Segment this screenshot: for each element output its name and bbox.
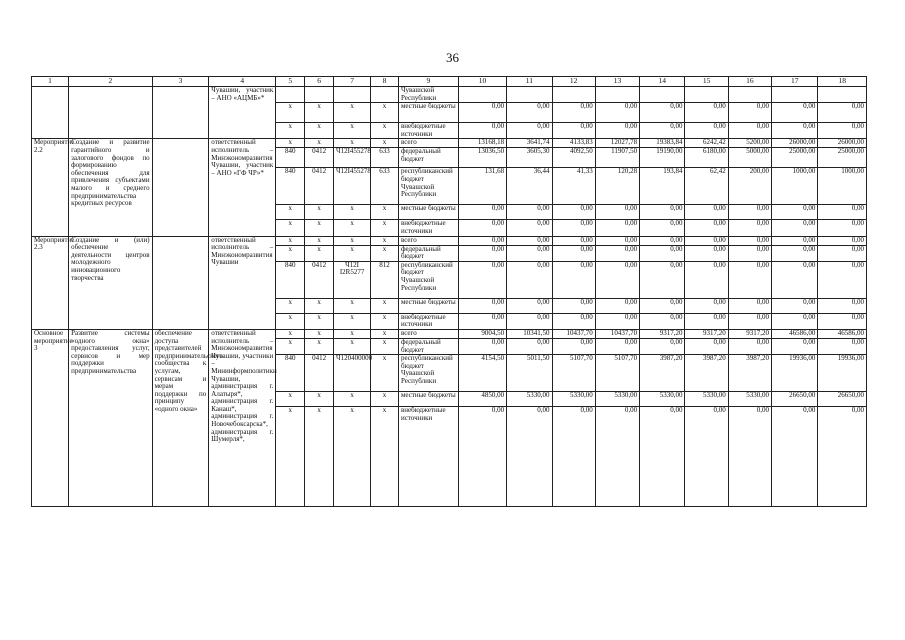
- amount-cell: 0,00: [507, 407, 552, 507]
- table-row: [32, 236, 867, 245]
- table-body: [32, 87, 867, 507]
- amount-cell: 0,00: [552, 313, 595, 329]
- code-cell: x: [276, 220, 305, 236]
- amount-cell: [640, 87, 685, 103]
- code-cell: x: [276, 329, 305, 338]
- amount-cell: 0,00: [818, 261, 867, 298]
- amount-cell: 0,00: [772, 123, 818, 139]
- amount-cell: 0,00: [507, 298, 552, 313]
- code-cell: x: [334, 139, 371, 148]
- code-cell: x: [276, 123, 305, 139]
- table-row: [32, 139, 867, 148]
- source-cell: местные бюджеты: [398, 298, 458, 313]
- amount-cell: 0,00: [458, 220, 506, 236]
- code-cell: x: [371, 329, 399, 338]
- code-cell: x: [276, 313, 305, 329]
- code-cell: x: [334, 338, 371, 354]
- event-name-cell: Создание и (или) обеспечение деятельности центров молодежного инновационного творчества: [69, 236, 153, 329]
- amount-cell: 0,00: [685, 407, 728, 507]
- amount-cell: 0,00: [728, 407, 771, 507]
- amount-cell: 0,00: [685, 123, 728, 139]
- amount-cell: [818, 87, 867, 103]
- source-cell: местные бюджеты: [398, 103, 458, 123]
- code-cell: x: [276, 205, 305, 220]
- source-cell: федеральный бюджет: [398, 245, 458, 261]
- column-header: 8: [371, 77, 399, 87]
- code-cell: x: [334, 392, 371, 407]
- code-cell: x: [334, 236, 371, 245]
- code-cell: x: [305, 103, 334, 123]
- amount-cell: 13036,50: [458, 148, 506, 168]
- amount-cell: 0,00: [595, 298, 639, 313]
- amount-cell: 120,28: [595, 168, 639, 205]
- amount-cell: 0,00: [552, 205, 595, 220]
- amount-cell: 5107,70: [595, 355, 639, 392]
- amount-cell: 0,00: [507, 245, 552, 261]
- amount-cell: 0,00: [640, 313, 685, 329]
- code-cell: x: [305, 245, 334, 261]
- code-cell: x: [334, 298, 371, 313]
- code-cell: Ч12I455278: [334, 168, 371, 205]
- source-cell: местные бюджеты: [398, 205, 458, 220]
- amount-cell: 0,00: [640, 220, 685, 236]
- source-cell: федеральный бюджет: [398, 148, 458, 168]
- amount-cell: 0,00: [507, 338, 552, 354]
- amount-cell: 0,00: [507, 261, 552, 298]
- amount-cell: 0,00: [772, 236, 818, 245]
- code-cell: 0412: [305, 168, 334, 205]
- column-header: 6: [305, 77, 334, 87]
- amount-cell: 0,00: [552, 261, 595, 298]
- event-number-cell: [32, 87, 69, 139]
- amount-cell: 0,00: [458, 245, 506, 261]
- column-header: 16: [728, 77, 771, 87]
- event-goal-cell: [152, 236, 209, 329]
- amount-cell: 0,00: [818, 205, 867, 220]
- amount-cell: 0,00: [685, 313, 728, 329]
- source-cell: внебюджетные источники: [398, 407, 458, 507]
- amount-cell: 0,00: [818, 103, 867, 123]
- code-cell: x: [371, 236, 399, 245]
- amount-cell: 0,00: [552, 298, 595, 313]
- amount-cell: 26650,00: [772, 392, 818, 407]
- code-cell: 0412: [305, 261, 334, 298]
- amount-cell: 19383,84: [640, 139, 685, 148]
- page-number: 36: [446, 50, 459, 65]
- code-cell: x: [371, 220, 399, 236]
- amount-cell: 3641,74: [507, 139, 552, 148]
- amount-cell: 12027,78: [595, 139, 639, 148]
- amount-cell: 0,00: [685, 338, 728, 354]
- event-goal-cell: [152, 87, 209, 139]
- code-cell: x: [371, 407, 399, 507]
- code-cell: x: [371, 355, 399, 392]
- code-cell: x: [276, 245, 305, 261]
- code-cell: 840: [276, 168, 305, 205]
- amount-cell: 0,00: [818, 123, 867, 139]
- amount-cell: 0,00: [818, 298, 867, 313]
- amount-cell: 0,00: [728, 205, 771, 220]
- amount-cell: 0,00: [640, 407, 685, 507]
- amount-cell: 0,00: [552, 123, 595, 139]
- amount-cell: 0,00: [818, 338, 867, 354]
- amount-cell: 0,00: [772, 298, 818, 313]
- amount-cell: 0,00: [458, 123, 506, 139]
- amount-cell: 0,00: [772, 261, 818, 298]
- source-cell: Чувашской Республики: [398, 87, 458, 103]
- column-header: 3: [152, 77, 209, 87]
- amount-cell: 1000,00: [772, 168, 818, 205]
- amount-cell: 5011,50: [507, 355, 552, 392]
- amount-cell: 0,00: [728, 236, 771, 245]
- table-header: [32, 77, 867, 87]
- source-cell: всего: [398, 236, 458, 245]
- amount-cell: 0,00: [728, 261, 771, 298]
- code-cell: x: [334, 103, 371, 123]
- code-cell: 812: [371, 261, 399, 298]
- source-cell: внебюджетные источники: [398, 313, 458, 329]
- code-cell: x: [334, 123, 371, 139]
- amount-cell: 0,00: [728, 103, 771, 123]
- amount-cell: 5330,00: [685, 392, 728, 407]
- amount-cell: 0,00: [772, 205, 818, 220]
- amount-cell: [728, 87, 771, 103]
- amount-cell: 0,00: [640, 338, 685, 354]
- column-header: 13: [595, 77, 639, 87]
- event-number-cell: Основное мероприятие 3: [32, 329, 69, 506]
- column-header: 9: [398, 77, 458, 87]
- amount-cell: 0,00: [507, 123, 552, 139]
- amount-cell: 5330,00: [507, 392, 552, 407]
- code-cell: x: [334, 407, 371, 507]
- amount-cell: 0,00: [818, 407, 867, 507]
- code-cell: x: [276, 236, 305, 245]
- source-cell: внебюджетные источники: [398, 220, 458, 236]
- code-cell: Ч12I I2R5277: [334, 261, 371, 298]
- code-cell: x: [305, 338, 334, 354]
- code-cell: x: [371, 205, 399, 220]
- amount-cell: 0,00: [640, 236, 685, 245]
- amount-cell: 41,33: [552, 168, 595, 205]
- amount-cell: 0,00: [728, 123, 771, 139]
- code-cell: x: [305, 236, 334, 245]
- amount-cell: 0,00: [458, 261, 506, 298]
- amount-cell: 11907,50: [595, 148, 639, 168]
- code-cell: x: [371, 123, 399, 139]
- amount-cell: 0,00: [818, 313, 867, 329]
- amount-cell: 131,68: [458, 168, 506, 205]
- amount-cell: 0,00: [552, 236, 595, 245]
- amount-cell: 0,00: [818, 245, 867, 261]
- amount-cell: 1000,00: [818, 168, 867, 205]
- code-cell: x: [371, 245, 399, 261]
- column-header: 11: [507, 77, 552, 87]
- amount-cell: 0,00: [640, 298, 685, 313]
- amount-cell: 4154,50: [458, 355, 506, 392]
- amount-cell: 0,00: [507, 220, 552, 236]
- amount-cell: 0,00: [595, 407, 639, 507]
- amount-cell: 0,00: [818, 220, 867, 236]
- executor-cell: Чувашии, участник – АНО «АЦМБ»*: [209, 87, 276, 139]
- amount-cell: 46586,00: [818, 329, 867, 338]
- amount-cell: 10437,70: [595, 329, 639, 338]
- amount-cell: 0,00: [772, 220, 818, 236]
- amount-cell: 0,00: [458, 103, 506, 123]
- amount-cell: [772, 87, 818, 103]
- column-header: 4: [209, 77, 276, 87]
- code-cell: x: [305, 205, 334, 220]
- source-cell: республиканский бюджет Чувашской Республики: [398, 261, 458, 298]
- amount-cell: 0,00: [552, 407, 595, 507]
- code-cell: x: [371, 103, 399, 123]
- column-header: 2: [69, 77, 153, 87]
- amount-cell: [595, 87, 639, 103]
- amount-cell: 19190,00: [640, 148, 685, 168]
- code-cell: x: [276, 139, 305, 148]
- amount-cell: 3987,20: [728, 355, 771, 392]
- amount-cell: 36,44: [507, 168, 552, 205]
- code-cell: x: [276, 338, 305, 354]
- amount-cell: 5330,00: [552, 392, 595, 407]
- amount-cell: 0,00: [728, 338, 771, 354]
- executor-cell: ответственный исполнитель – Минэкономразвития Чувашии: [209, 236, 276, 329]
- amount-cell: 3987,20: [685, 355, 728, 392]
- amount-cell: 0,00: [772, 407, 818, 507]
- code-cell: x: [334, 329, 371, 338]
- source-cell: республиканский бюджет Чувашской Республики: [398, 355, 458, 392]
- column-header: 15: [685, 77, 728, 87]
- amount-cell: 4092,50: [552, 148, 595, 168]
- column-header: 14: [640, 77, 685, 87]
- code-cell: [305, 87, 334, 103]
- code-cell: x: [334, 220, 371, 236]
- amount-cell: 0,00: [507, 313, 552, 329]
- code-cell: x: [276, 407, 305, 507]
- code-cell: x: [371, 313, 399, 329]
- amount-cell: 0,00: [595, 313, 639, 329]
- amount-cell: 13168,18: [458, 139, 506, 148]
- amount-cell: 0,00: [595, 220, 639, 236]
- code-cell: x: [371, 298, 399, 313]
- event-number-cell: Мероприятие 2.3: [32, 236, 69, 329]
- amount-cell: 0,00: [728, 313, 771, 329]
- table-row: [32, 329, 867, 338]
- amount-cell: 0,00: [640, 123, 685, 139]
- amount-cell: 46586,00: [772, 329, 818, 338]
- amount-cell: [507, 87, 552, 103]
- amount-cell: 5000,00: [728, 148, 771, 168]
- amount-cell: 0,00: [552, 103, 595, 123]
- amount-cell: 0,00: [640, 261, 685, 298]
- amount-cell: 0,00: [685, 245, 728, 261]
- amount-cell: 0,00: [458, 313, 506, 329]
- amount-cell: 5330,00: [640, 392, 685, 407]
- amount-cell: 25000,00: [818, 148, 867, 168]
- amount-cell: 19936,00: [818, 355, 867, 392]
- amount-cell: 0,00: [685, 261, 728, 298]
- amount-cell: 10437,70: [552, 329, 595, 338]
- column-header: 12: [552, 77, 595, 87]
- amount-cell: 0,00: [640, 245, 685, 261]
- amount-cell: 0,00: [507, 103, 552, 123]
- amount-cell: 193,84: [640, 168, 685, 205]
- source-cell: всего: [398, 139, 458, 148]
- amount-cell: 0,00: [685, 220, 728, 236]
- column-header: 18: [818, 77, 867, 87]
- amount-cell: 0,00: [772, 103, 818, 123]
- amount-cell: 9317,20: [728, 329, 771, 338]
- amount-cell: 9317,20: [640, 329, 685, 338]
- code-cell: x: [305, 139, 334, 148]
- column-header: 17: [772, 77, 818, 87]
- code-cell: x: [334, 205, 371, 220]
- amount-cell: 0,00: [818, 236, 867, 245]
- amount-cell: 0,00: [595, 205, 639, 220]
- amount-cell: 0,00: [552, 220, 595, 236]
- amount-cell: 9004,50: [458, 329, 506, 338]
- code-cell: x: [334, 245, 371, 261]
- code-cell: 840: [276, 355, 305, 392]
- amount-cell: 62,42: [685, 168, 728, 205]
- event-goal-cell: обеспечение доступа представителей предпринимательского сообщества к услугам, сервисам и мерам поддержки по принципу «одного окна»: [152, 329, 209, 506]
- code-cell: 0412: [305, 148, 334, 168]
- amount-cell: 0,00: [772, 313, 818, 329]
- amount-cell: 0,00: [458, 236, 506, 245]
- amount-cell: 0,00: [458, 338, 506, 354]
- column-header: 5: [276, 77, 305, 87]
- amount-cell: 0,00: [685, 236, 728, 245]
- amount-cell: 200,00: [728, 168, 771, 205]
- amount-cell: 0,00: [772, 245, 818, 261]
- code-cell: x: [305, 298, 334, 313]
- amount-cell: [685, 87, 728, 103]
- amount-cell: 0,00: [595, 123, 639, 139]
- event-name-cell: [69, 87, 153, 139]
- amount-cell: 0,00: [685, 298, 728, 313]
- amount-cell: 6242,42: [685, 139, 728, 148]
- amount-cell: 0,00: [772, 338, 818, 354]
- amount-cell: 26000,00: [818, 139, 867, 148]
- amount-cell: 0,00: [458, 298, 506, 313]
- column-header: 1: [32, 77, 69, 87]
- code-cell: x: [305, 220, 334, 236]
- budget-table: [31, 76, 867, 507]
- amount-cell: 0,00: [640, 103, 685, 123]
- code-cell: 0412: [305, 355, 334, 392]
- amount-cell: 0,00: [552, 245, 595, 261]
- code-cell: x: [305, 407, 334, 507]
- amount-cell: 0,00: [595, 236, 639, 245]
- amount-cell: 25000,00: [772, 148, 818, 168]
- amount-cell: 0,00: [728, 298, 771, 313]
- code-cell: x: [371, 338, 399, 354]
- amount-cell: 5107,70: [552, 355, 595, 392]
- code-cell: [276, 87, 305, 103]
- code-cell: x: [305, 123, 334, 139]
- code-cell: 633: [371, 168, 399, 205]
- event-name-cell: Создание и развитие гарантийного и залогового фондов по формированию обеспечения для привлечения субъектами малого и среднего предпринимательства кредитных ресурсов: [69, 139, 153, 236]
- amount-cell: 0,00: [595, 245, 639, 261]
- code-cell: x: [371, 392, 399, 407]
- code-cell: Ч120400000: [334, 355, 371, 392]
- amount-cell: [458, 87, 506, 103]
- amount-cell: 0,00: [595, 261, 639, 298]
- code-cell: x: [371, 139, 399, 148]
- event-number-cell: Мероприятие 2.2: [32, 139, 69, 236]
- event-name-cell: Развитие системы «одного окна» предоставления услуг, сервисов и мер поддержки предпринимательства: [69, 329, 153, 506]
- amount-cell: 4133,83: [552, 139, 595, 148]
- amount-cell: 0,00: [640, 205, 685, 220]
- executor-cell: ответственный исполнитель – Минэкономразвития Чувашии, участник – АНО «ГФ ЧР»*: [209, 139, 276, 236]
- amount-cell: 6180,00: [685, 148, 728, 168]
- column-header: 10: [458, 77, 506, 87]
- code-cell: x: [334, 313, 371, 329]
- amount-cell: 26000,00: [772, 139, 818, 148]
- amount-cell: 4850,00: [458, 392, 506, 407]
- amount-cell: 0,00: [507, 236, 552, 245]
- amount-cell: 10341,50: [507, 329, 552, 338]
- amount-cell: 5330,00: [595, 392, 639, 407]
- amount-cell: 5200,00: [728, 139, 771, 148]
- executor-cell: ответственный исполнитель – Минэкономразвития Чувашии, участники – Мининформполитики Чувашии, администрация г. Алатыря*, администрация г. Канаш*, администрация г. Новочебоксарска*, администрация г. Шумерля*,: [209, 329, 276, 506]
- source-cell: местные бюджеты: [398, 392, 458, 407]
- amount-cell: 0,00: [595, 338, 639, 354]
- amount-cell: 3987,20: [640, 355, 685, 392]
- code-cell: x: [305, 392, 334, 407]
- table-row: [32, 87, 867, 103]
- code-cell: x: [276, 298, 305, 313]
- amount-cell: 19936,00: [772, 355, 818, 392]
- code-cell: x: [276, 103, 305, 123]
- code-cell: x: [305, 329, 334, 338]
- source-cell: всего: [398, 329, 458, 338]
- amount-cell: 3605,30: [507, 148, 552, 168]
- amount-cell: 0,00: [685, 103, 728, 123]
- amount-cell: 0,00: [728, 245, 771, 261]
- amount-cell: 0,00: [685, 205, 728, 220]
- code-cell: 840: [276, 148, 305, 168]
- amount-cell: 9317,20: [685, 329, 728, 338]
- amount-cell: 5330,00: [728, 392, 771, 407]
- code-cell: [371, 87, 399, 103]
- code-cell: 633: [371, 148, 399, 168]
- amount-cell: 0,00: [507, 205, 552, 220]
- source-cell: республиканский бюджет Чувашской Республики: [398, 168, 458, 205]
- code-cell: x: [305, 313, 334, 329]
- amount-cell: [552, 87, 595, 103]
- source-cell: федеральный бюджет: [398, 338, 458, 354]
- amount-cell: 0,00: [458, 205, 506, 220]
- amount-cell: 0,00: [552, 338, 595, 354]
- amount-cell: 0,00: [728, 220, 771, 236]
- code-cell: [334, 87, 371, 103]
- event-goal-cell: [152, 139, 209, 236]
- source-cell: внебюджетные источники: [398, 123, 458, 139]
- amount-cell: 26650,00: [818, 392, 867, 407]
- amount-cell: 0,00: [595, 103, 639, 123]
- code-cell: 840: [276, 261, 305, 298]
- code-cell: x: [276, 392, 305, 407]
- code-cell: Ч12I455278: [334, 148, 371, 168]
- column-header: 7: [334, 77, 371, 87]
- amount-cell: 0,00: [458, 407, 506, 507]
